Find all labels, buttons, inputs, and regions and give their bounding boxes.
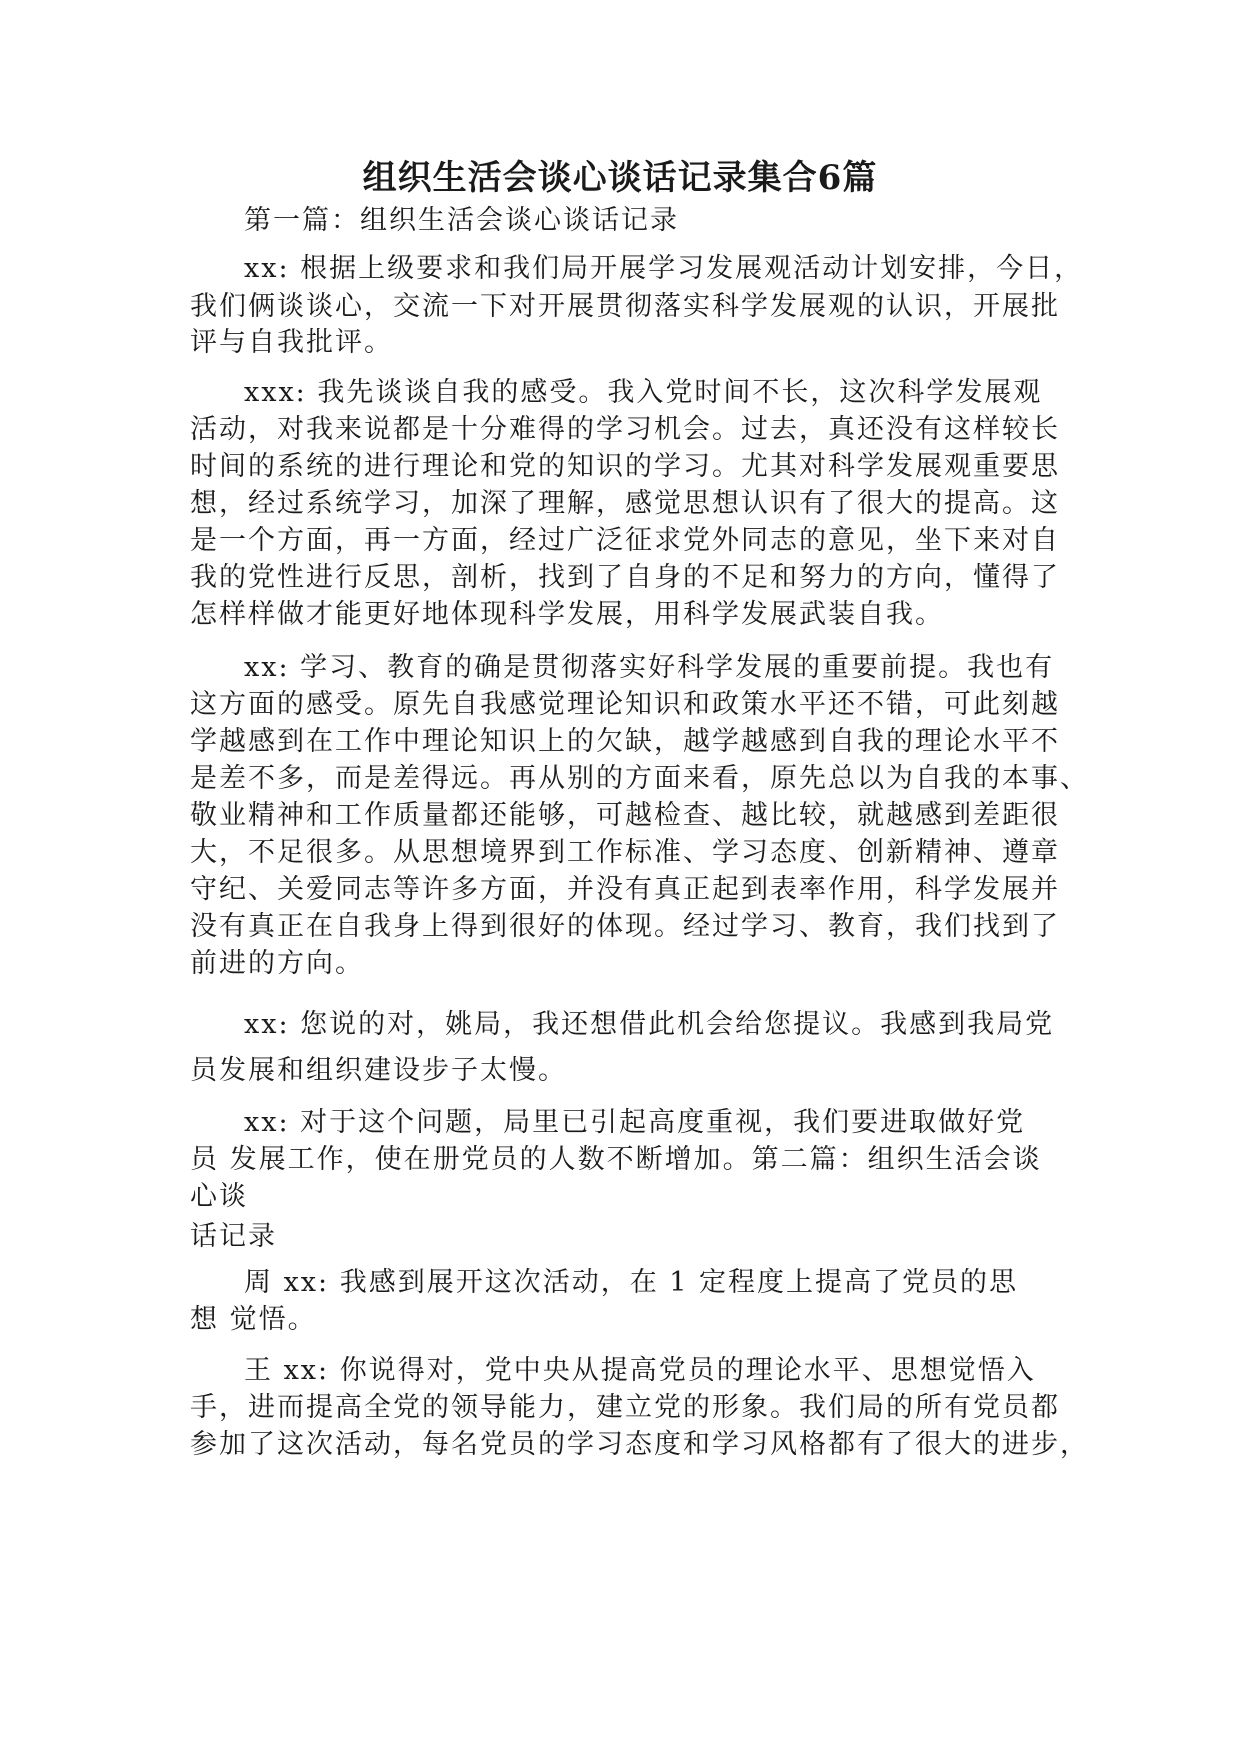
paragraph-line: 大，不足很多。从思想境界到工作标准、学习态度、创新精神、遵章 [190, 837, 1060, 868]
paragraph-line: xxx: 我先谈谈自我的感受。我入党时间不长，这次科学发展观 [244, 377, 1043, 408]
paragraph-line: 这方面的感受。原先自我感觉理论知识和政策水平还不错，可此刻越 [190, 689, 1060, 720]
paragraph-line: 守纪、关爱同志等许多方面，并没有真正起到表率作用，科学发展并 [190, 874, 1060, 905]
paragraph-line: 活动，对我来说都是十分难得的学习机会。过去，真还没有这样较长 [190, 414, 1060, 445]
paragraph-line: 敬业精神和工作质量都还能够，可越检查、越比较，就越感到差距很 [190, 800, 1060, 831]
paragraph-line: xx: 根据上级要求和我们局开展学习发展观活动计划安排，今日， [244, 253, 1084, 284]
paragraph-line: 是差不多，而是差得远。再从别的方面来看，原先总以为自我的本事、 [190, 763, 1089, 794]
paragraph-line: xx: 学习、教育的确是贯彻落实好科学发展的重要前提。我也有 [244, 652, 1055, 683]
paragraph-line: xx: 您说的对，姚局，我还想借此机会给您提议。我感到我局党 [244, 1009, 1055, 1040]
paragraph-line: 心谈 [190, 1181, 248, 1212]
paragraph-line: xx: 对于这个问题，局里已引起高度重视，我们要进取做好党 [244, 1107, 1026, 1138]
paragraph-line: 时间的系统的进行理论和党的知识的学习。尤其对科学发展观重要思 [190, 451, 1060, 482]
paragraph-line: 我们俩谈谈心，交流一下对开展贯彻落实科学发展观的认识，开展批 [190, 291, 1060, 322]
document-title: 组织生活会谈心谈话记录集合6篇 [362, 158, 878, 198]
paragraph-line: 手，进而提高全党的领导能力，建立党的形象。我们局的所有党员都 [190, 1392, 1060, 1423]
paragraph-line: 周 xx: 我感到展开这次活动，在 1 定程度上提高了党员的思 [244, 1267, 1019, 1298]
paragraph-line: 没有真正在自我身上得到很好的体现。经过学习、教育，我们找到了 [190, 911, 1060, 942]
section-heading-1: 第一篇：组织生活会谈心谈话记录 [244, 205, 679, 236]
paragraph-line: 话记录 [190, 1221, 277, 1252]
paragraph-line: 学越感到在工作中理论知识上的欠缺，越学越感到自我的理论水平不 [190, 726, 1060, 757]
paragraph-line: 怎样样做才能更好地体现科学发展，用科学发展武装自我。 [190, 599, 944, 630]
paragraph-line: 想 觉悟。 [190, 1304, 317, 1335]
paragraph-line: 想，经过系统学习，加深了理解，感觉思想认识有了很大的提高。这 [190, 488, 1060, 519]
paragraph-line: 我的党性进行反思，剖析，找到了自身的不足和努力的方向，懂得了 [190, 562, 1060, 593]
paragraph-line: 员发展和组织建设步子太慢。 [190, 1055, 567, 1086]
paragraph-line: 王 xx: 你说得对，党中央从提高党员的理论水平、思想觉悟入 [244, 1355, 1036, 1386]
paragraph-line: 评与自我批评。 [190, 327, 393, 358]
paragraph-line: 员 发展工作，使在册党员的人数不断增加。第二篇：组织生活会谈 [190, 1144, 1042, 1175]
paragraph-line: 前进的方向。 [190, 948, 364, 979]
paragraph-line: 参加了这次活动，每名党员的学习态度和学习风格都有了很大的进步， [190, 1429, 1089, 1460]
paragraph-line: 是一个方面，再一方面，经过广泛征求党外同志的意见，坐下来对自 [190, 525, 1060, 556]
